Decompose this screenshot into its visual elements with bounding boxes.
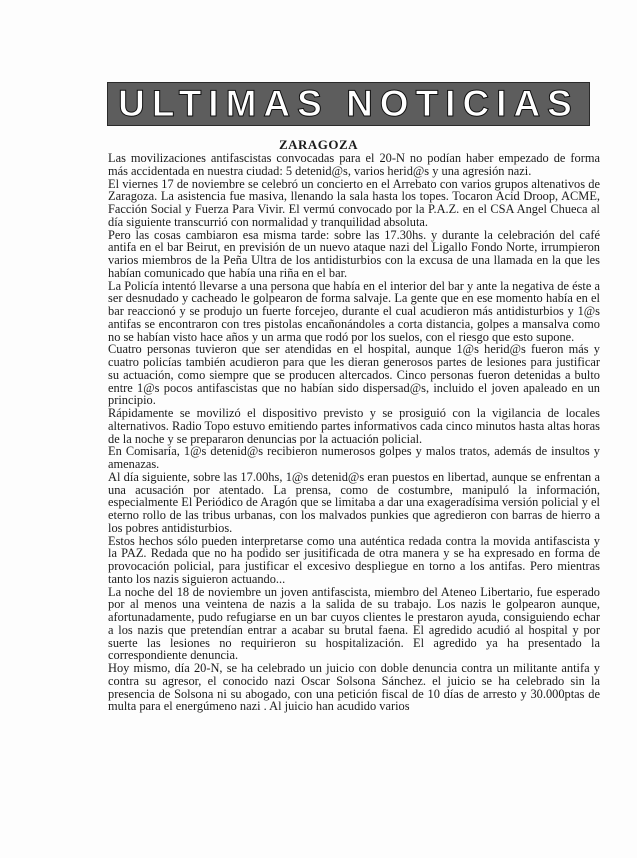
article-body xyxy=(108,152,600,713)
article-paragraph: Cuatro personas tuvieron que ser atendidas en el hospital, aunque 1@s herid@s fueron más y cuatro policías también acudieron para que les dieran generosos partes de lesiones para justificar su actuación, como siempre que se producen altercados. Cinco personas fueron detenidas a bulto entre 1@s pocos antifascistas que no habían sido dispersad@s, incluido el joven apaleado en un principio. xyxy=(108,342,600,408)
article-paragraph: Al día siguiente, sobre las 17.00hs, 1@s detenid@s eran puestos en libertad, aunque se enfrentan a una acusación por atentado. La prensa, como de costumbre, manipuló la información, especialmente El Periódico de Aragón que se limitaba a dar una exageradísima versión policial y el eterno rollo de las tribus urbanas, con los malvados punkies que agredieron con barras de hierro a los pobres antidisturbios. xyxy=(108,469,600,535)
section-heading: ZARAGOZA xyxy=(278,137,359,152)
article-paragraph: Hoy mismo, día 20-N, se ha celebrado un juicio con doble denuncia contra un militante antifa y contra su agresor, el conocido nazi Oscar Solsona Sánchez. el juicio se ha celebrado sin la presencia de Solsona ni su abogado, con una petición fiscal de 10 días de arresto y 30.000ptas de multa para el energúmeno nazi . Al juicio han acudido varios xyxy=(108,661,600,714)
article-paragraph: Estos hechos sólo pueden interpretarse como una auténtica redada contra la movida antifascista y la PAZ. Redada que no ha podido ser jusitificada de otra manera y se ha expresado en forma de provocación policial, para justificar el excesivo despliegue en torno a los antifas. Pero mientras tanto los nazis siguieron actuando... xyxy=(108,533,600,586)
headline-text: ULTIMAS NOTICIAS xyxy=(118,83,579,124)
article-paragraph: El viernes 17 de noviembre se celebró un concierto en el Arrebato con varios grupos altenativos de Zaragoza. La asistencia fue masiva, llenando la sala hasta los topes. Tocaron Acid Droop, ACME, Facción Social y Fuerza Para Vivir. El vermú convocado por la P.A.Z. en el CSA Angel Chueca al día siguiente transcurrió con normalidad y tranquilidad absoluta. xyxy=(108,176,600,229)
article-paragraph: Las movilizaciones antifascistas convocadas para el 20-N no podían haber empezado de forma más accidentada en nuestra ciudad: 5 detenid@s, varios herid@s y una agresión nazi. xyxy=(108,151,600,178)
article-paragraph: Rápidamente se movilizó el dispositivo previsto y se prosiguió con la vigilancia de locales alternativos. Radio Topo estuvo emitiendo partes informativos cada cinco minutos hasta altas horas de la noche y se prepararon denuncias por la actuación policial. xyxy=(108,406,601,446)
article-paragraph: La noche del 18 de noviembre un joven antifascista, miembro del Ateneo Libertario, fue esperado por al menos una veintena de nazis a la salida de su trabajo. Los nazis le golpearon aunque, afortunadamente, pudo refugiarse en un bar cuyos clientes le prestaron ayuda, consiguiendo echar a los nazis que pretendían entrar a acabar su brutal faena. El agredido acudió al hospital y por suerte las lesiones no requirieron su hospitalización. El agredido ya ha presentado la correspondiente denuncia. xyxy=(108,584,600,663)
article-paragraph: La Policía intentó llevarse a una persona que había en el interior del bar y ante la negativa de éste a ser desnudado y cacheado le golpearon de forma salvaje. La gente que en ese momento había en el bar reaccionó y se produjo un fuerte forcejeo, durante el cual acudieron más antidisturbios y 1@s antifas se encontraron con tres pistolas encañonándoles a corta distancia, golpes a mansalva como no se habían visto hace años y un arma que rodó por los suelos, con el riesgo que esto supone. xyxy=(108,278,600,344)
article-paragraph: Pero las cosas cambiaron esa misma tarde: sobre las 17.30hs. y durante la celebración del café antifa en el bar Beirut, en previsión de un nuevo ataque nazi del Ligallo Fondo Norte, irrumpieron varios miembros de la Peña Ultra de los antidisturbios con la excusa de una llamada en la que les habían comunicado que había una riña en el bar. xyxy=(108,227,600,280)
article-paragraph: En Comisaría, 1@s detenid@s recibieron numerosos golpes y malos tratos, además de insultos y amenazas. xyxy=(108,444,600,471)
headline-banner xyxy=(107,82,590,126)
